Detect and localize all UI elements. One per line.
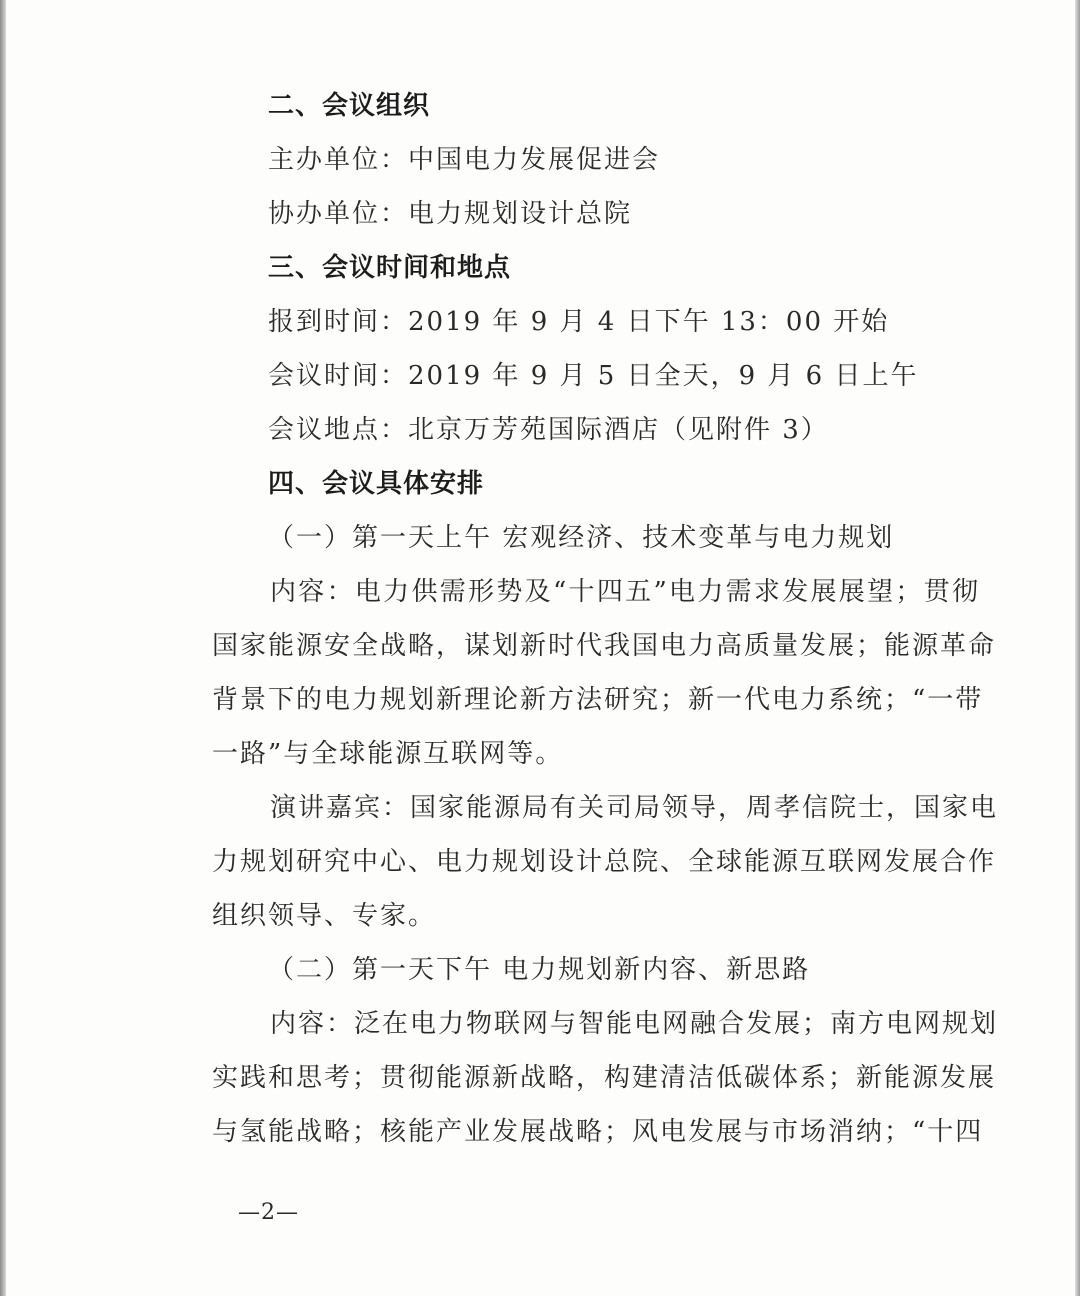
- section-heading-org: 二、会议组织: [268, 91, 431, 121]
- day1-morning-content-line: 内容：电力供需形势及“十四五”电力需求发展展望；贯彻: [270, 577, 980, 607]
- host-line: 主办单位：中国电力发展促进会: [268, 145, 661, 175]
- page-edge-right: [1075, 0, 1080, 1296]
- page-number: —2—: [238, 1200, 299, 1225]
- day1-morning-speaker-line: 组织领导、专家。: [212, 901, 437, 931]
- section-heading-agenda: 四、会议具体安排: [268, 469, 485, 499]
- day1-afternoon-content-line: 实践和思考；贯彻能源新战略，构建清洁低碳体系；新能源发展: [212, 1063, 997, 1093]
- day1-morning-speaker-line: 力规划研究中心、电力规划设计总院、全球能源互联网发展合作: [212, 847, 997, 877]
- day1-morning-content-line: 一路”与全球能源互联网等。: [212, 739, 564, 769]
- co-host-line: 协办单位：电力规划设计总院: [268, 199, 633, 229]
- day1-morning-content-line: 背景下的电力规划新理论新方法研究；新一代电力系统；“一带: [212, 685, 984, 715]
- day1-morning-speaker-line: 演讲嘉宾：国家能源局有关司局领导，周孝信院士，国家电: [270, 793, 999, 823]
- venue-line: 会议地点：北京万芳苑国际酒店（见附件 3）: [268, 415, 829, 445]
- day1-morning-title: （一）第一天上午 宏观经济、技术变革与电力规划: [268, 523, 895, 553]
- day1-afternoon-content-line: 与氢能战略；核能产业发展战略；风电发展与市场消纳；“十四: [212, 1117, 984, 1147]
- section-heading-time: 三、会议时间和地点: [268, 253, 512, 283]
- registration-time-line: 报到时间：2019 年 9 月 4 日下午 13：00 开始: [268, 307, 890, 337]
- meeting-time-line: 会议时间：2019 年 9 月 5 日全天，9 月 6 日上午: [268, 361, 919, 391]
- page-edge-left: [0, 0, 6, 1296]
- day1-morning-content-line: 国家能源安全战略，谋划新时代我国电力高质量发展；能源革命: [212, 631, 997, 661]
- day1-afternoon-title: （二）第一天下午 电力规划新内容、新思路: [268, 955, 811, 985]
- day1-afternoon-content-line: 内容：泛在电力物联网与智能电网融合发展；南方电网规划: [270, 1009, 999, 1039]
